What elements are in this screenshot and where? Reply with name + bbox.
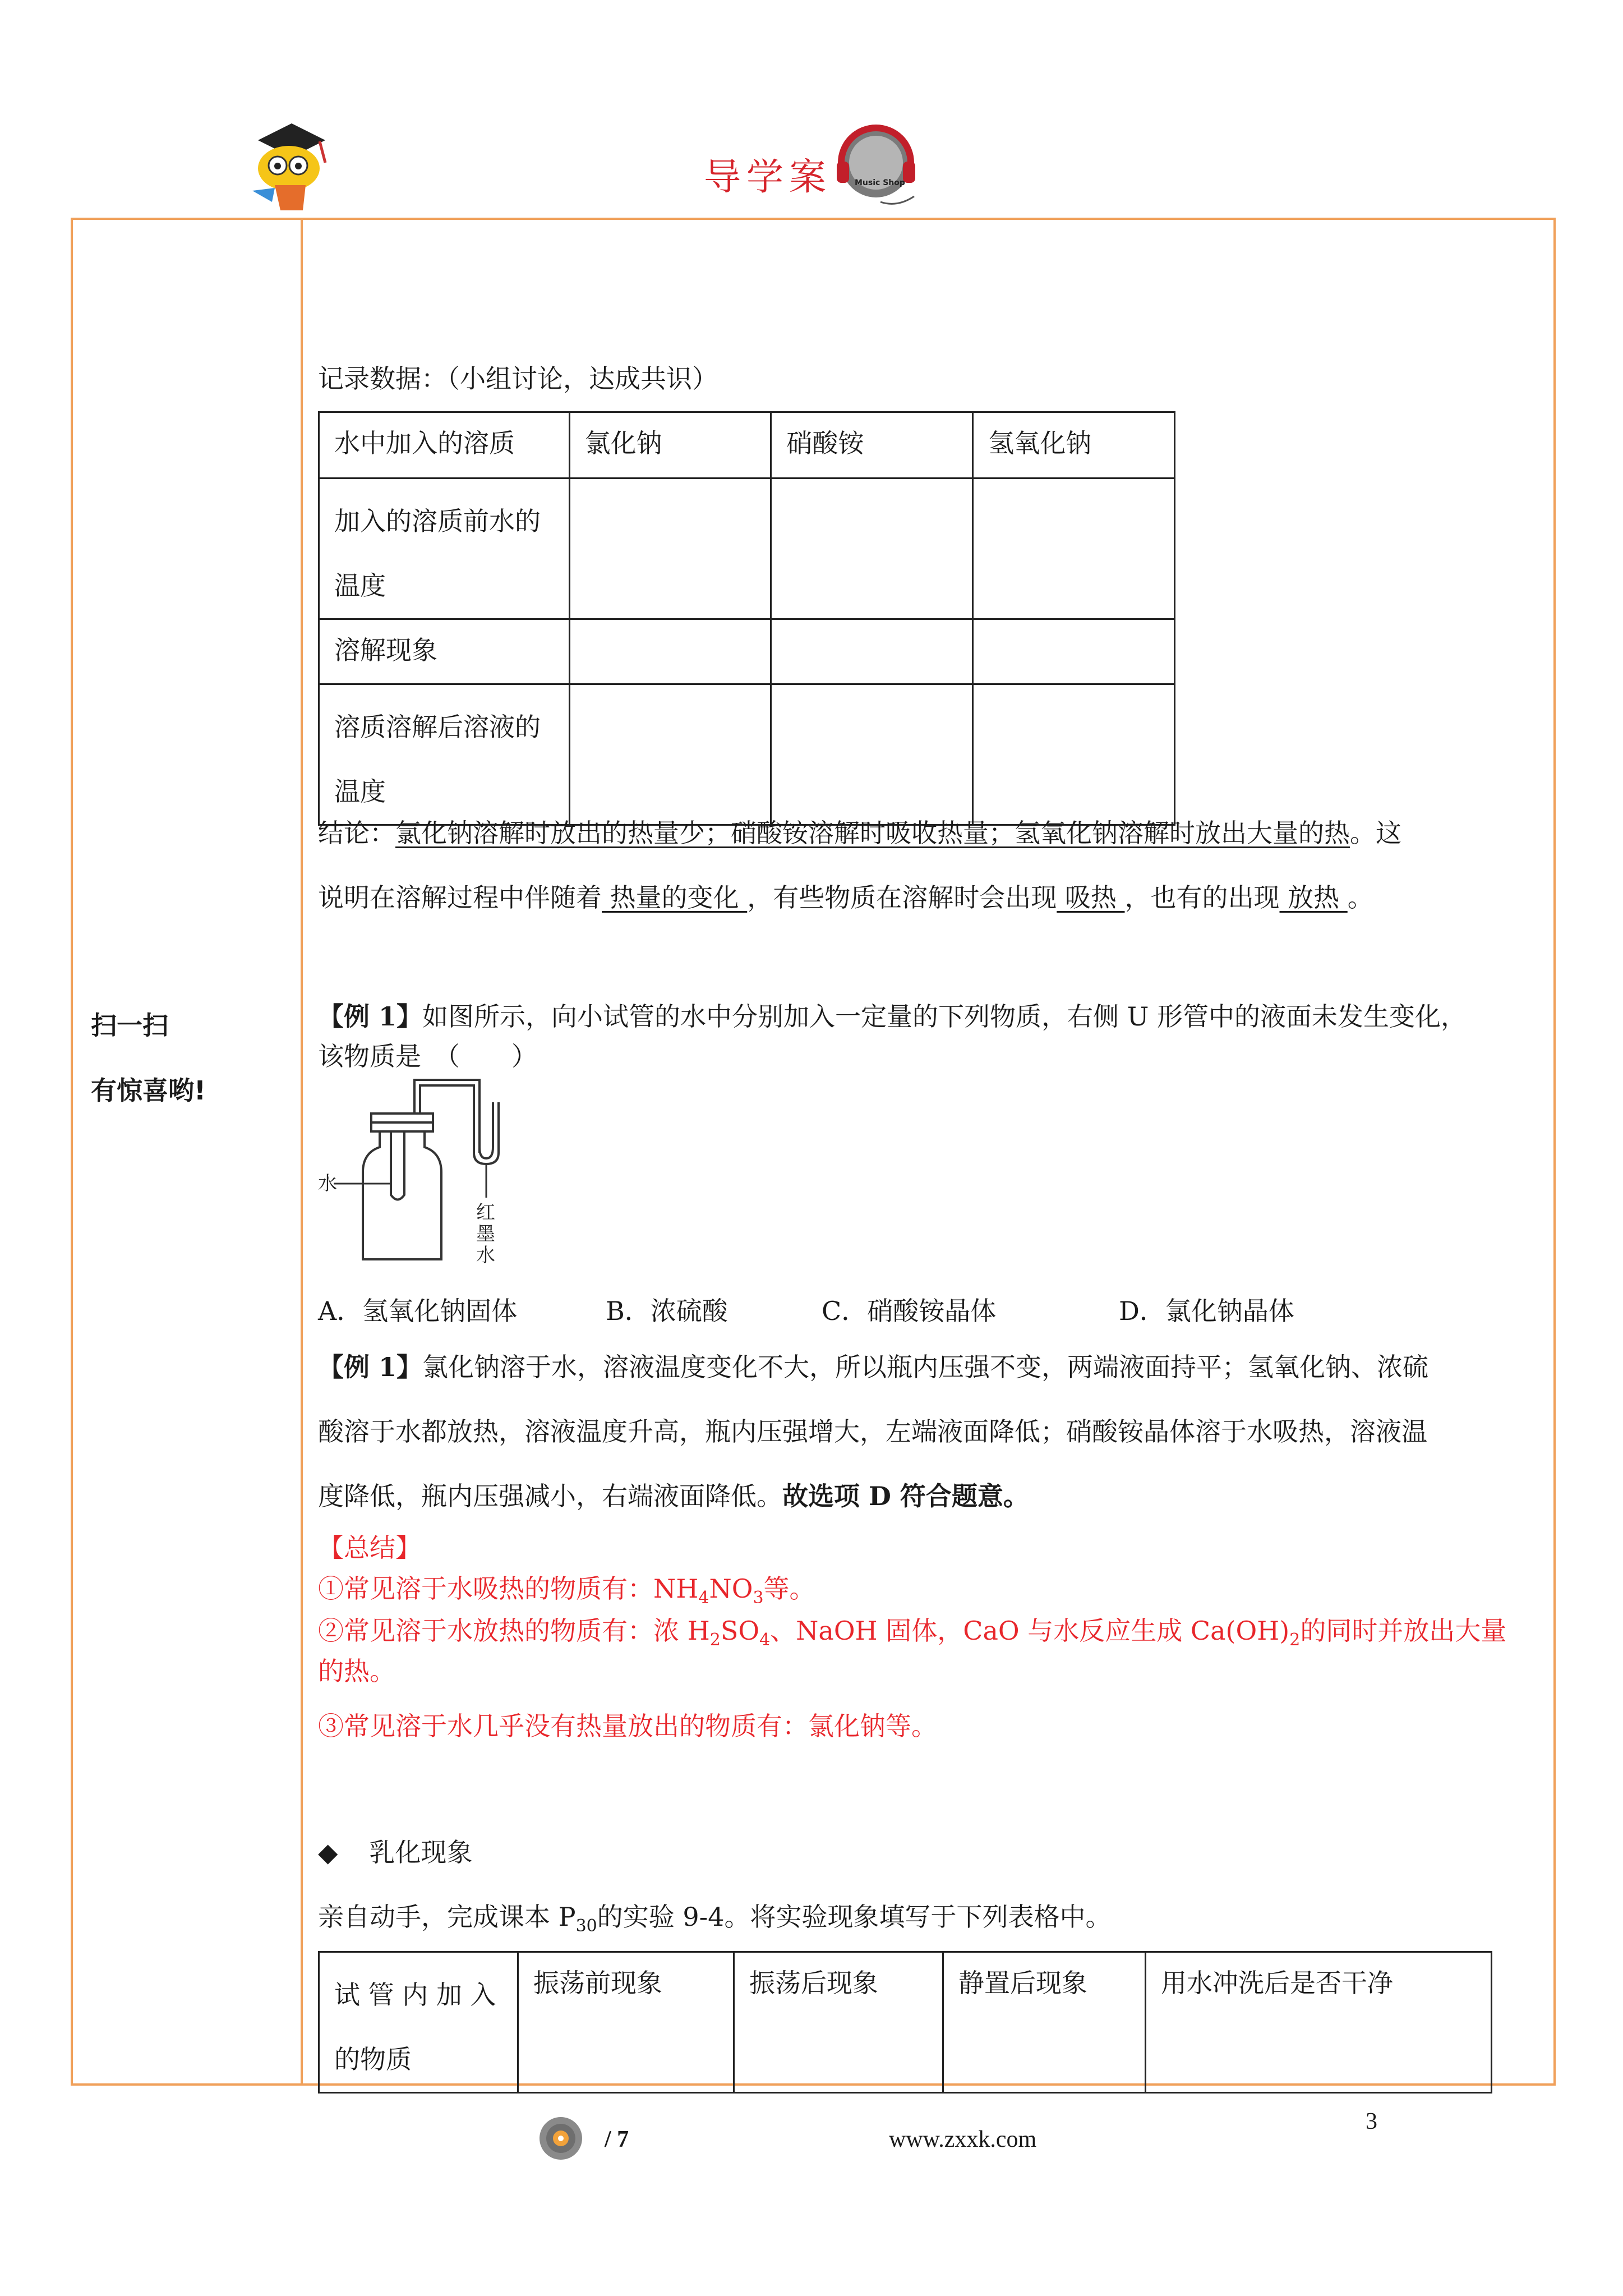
conclusion-text: ，也有的出现 (1124, 882, 1280, 913)
header-title: 导学案 (704, 155, 832, 199)
table-row (319, 619, 1175, 684)
conclusion-answer-1: 氯化钠溶解时放出的热量少；硝酸铵溶解时吸收热量；氢氧化钠溶解时放出大量的热 (395, 818, 1350, 848)
table-cell (771, 619, 973, 684)
diamond-bullet-icon: ◆ (318, 1837, 338, 1867)
table-header-cell: 静置后现象 (943, 1952, 1146, 2093)
option-c: C．硝酸铵晶体 (822, 1296, 997, 1326)
table-row-label (319, 478, 570, 619)
table-cell (569, 619, 771, 684)
table-header-cell: 氯化钠 (569, 412, 771, 478)
subscript: 3 (753, 1588, 764, 1608)
example-question-line-2: 该物质是 （ ） (318, 1041, 537, 1071)
summary-title: 【总结】 (318, 1533, 421, 1563)
red-ink-label: 墨 (476, 1223, 495, 1245)
answer-text: 氯化钠溶于水，溶液温度变化不大，所以瓶内压强不变，两端液面持平；氢氧化钠、浓硫 (422, 1352, 1429, 1382)
row-label-line: 温度 (334, 570, 386, 601)
summary-text: 等。 (763, 1573, 815, 1604)
conclusion-text: 。这 (1350, 818, 1401, 848)
row-label-line: 溶质溶解后溶液的 (334, 712, 541, 742)
table-header-cell: 氢氧化钠 (973, 412, 1175, 478)
summary-text: 、NaOH 固体，CaO 与水反应生成 Ca(OH) (770, 1616, 1290, 1646)
footer-url: www.zxxk.com (889, 2127, 1037, 2152)
table-cell (569, 478, 771, 619)
page-disc-icon (538, 2116, 583, 2161)
answer-line-2: 酸溶于水都放热，溶液温度升高，瓶内压强增大，左端液面降低；硝酸铵晶体溶于水吸热，溶液温 (318, 1416, 1427, 1447)
row-label-line: 溶解现象 (334, 635, 437, 665)
summary-item-2-line-2: 的热。 (318, 1656, 395, 1686)
red-ink-label: 红 (476, 1202, 495, 1224)
example-question-line-1 (318, 1001, 1467, 1032)
table-cell (771, 478, 973, 619)
table-row (319, 684, 1175, 825)
table-header-cell (319, 1952, 518, 2093)
table-header-cell: 水中加入的溶质 (319, 412, 570, 478)
summary-text: SO (720, 1616, 760, 1646)
summary-text: ②常见溶于水放热的物质有：浓 H (318, 1616, 710, 1646)
table-header-row (319, 412, 1175, 478)
answer-conclusion: 故选项 D 符合题意。 (782, 1481, 1029, 1511)
table-header-cell: 振荡后现象 (734, 1952, 943, 2093)
sidebar-scan-text: 扫一扫 (91, 1010, 168, 1041)
table-header-cell: 硝酸铵 (771, 412, 973, 478)
emulsion-heading: 乳化现象 (369, 1837, 473, 1867)
emulsion-table (318, 1951, 1492, 2093)
conclusion-text: ，有些物质在溶解时会出现 (747, 882, 1057, 913)
instruction-text: 亲自动手，完成课本 P (318, 1902, 576, 1932)
apparatus-figure (318, 1069, 520, 1282)
conclusion-answer-3: 吸热 (1057, 882, 1125, 913)
conclusion-answer-4: 放热 (1279, 882, 1348, 913)
header-line: 的物质 (334, 2044, 412, 2074)
mascot-logo (236, 118, 336, 213)
conclusion-text: 说明在溶解过程中伴随着 (318, 882, 602, 913)
table-cell (973, 684, 1175, 825)
table-header-cell: 用水冲洗后是否干净 (1146, 1952, 1492, 2093)
badge-text: Music Shop (855, 178, 905, 187)
answer-text: 度降低，瓶内压强减小，右端液面降低。 (318, 1481, 782, 1511)
subscript: 30 (575, 1916, 597, 1936)
option-b: B．浓硫酸 (606, 1296, 728, 1326)
column-divider (301, 219, 303, 2085)
water-label: 水 (318, 1172, 337, 1195)
summary-text: NO (709, 1573, 753, 1604)
conclusion-line-2 (318, 882, 1373, 913)
page-number: 3 (1366, 2109, 1377, 2134)
summary-item-3: ③常见溶于水几乎没有热量放出的物质有：氯化钠等。 (318, 1711, 937, 1741)
record-table (318, 411, 1175, 826)
page-count: / 7 (605, 2127, 629, 2152)
table-row (319, 478, 1175, 619)
record-heading: 记录数据：（小组讨论，达成共识） (318, 364, 718, 394)
table-cell (771, 684, 973, 825)
table-header-cell: 振荡前现象 (518, 1952, 734, 2093)
example-question-text: 如图所示，向小试管的水中分别加入一定量的下列物质，右侧 U 形管中的液面未发生变化， (422, 1001, 1467, 1032)
header-line: 试 管 内 加 入 (334, 1980, 496, 2010)
subscript: 4 (759, 1630, 771, 1650)
answer-line-1 (318, 1352, 1428, 1383)
summary-item-1 (318, 1573, 815, 1608)
summary-text: 的同时并放出大量 (1300, 1616, 1507, 1646)
subscript: 4 (698, 1588, 709, 1608)
red-ink-label: 水 (476, 1244, 495, 1267)
conclusion-answer-2: 热量的变化 (602, 882, 748, 913)
example-tag: 【例 1】 (318, 1001, 423, 1032)
option-a: A．氢氧化钠固体 (318, 1296, 518, 1326)
subscript: 2 (1289, 1630, 1301, 1650)
table-cell (973, 478, 1175, 619)
emulsion-heading-row (318, 1837, 472, 1868)
summary-text: ①常见溶于水吸热的物质有：NH (318, 1573, 699, 1604)
table-cell (569, 684, 771, 825)
apparatus-diagram (318, 1069, 520, 1282)
table-row-label (319, 619, 570, 684)
summary-item-2 (318, 1616, 1506, 1650)
table-header-row (319, 1952, 1492, 2093)
option-d: D．氯化钠晶体 (1119, 1296, 1294, 1326)
emulsion-instruction (318, 1902, 1111, 1936)
row-label-line: 加入的溶质前水的 (334, 506, 541, 536)
subscript: 2 (709, 1630, 721, 1650)
conclusion-prefix: 结论： (318, 818, 395, 848)
conclusion-text: 。 (1347, 882, 1373, 913)
row-label-line: 温度 (334, 776, 386, 807)
music-shop-badge (830, 118, 925, 213)
table-cell (973, 619, 1175, 684)
answer-line-3 (318, 1481, 1029, 1512)
answer-tag: 【例 1】 (318, 1352, 423, 1382)
conclusion-line-1 (318, 818, 1401, 849)
sidebar-surprise-text: 有惊喜哟! (91, 1075, 206, 1106)
instruction-text: 的实验 9-4。将实验现象填写于下列表格中。 (597, 1902, 1112, 1932)
table-row-label (319, 684, 570, 825)
